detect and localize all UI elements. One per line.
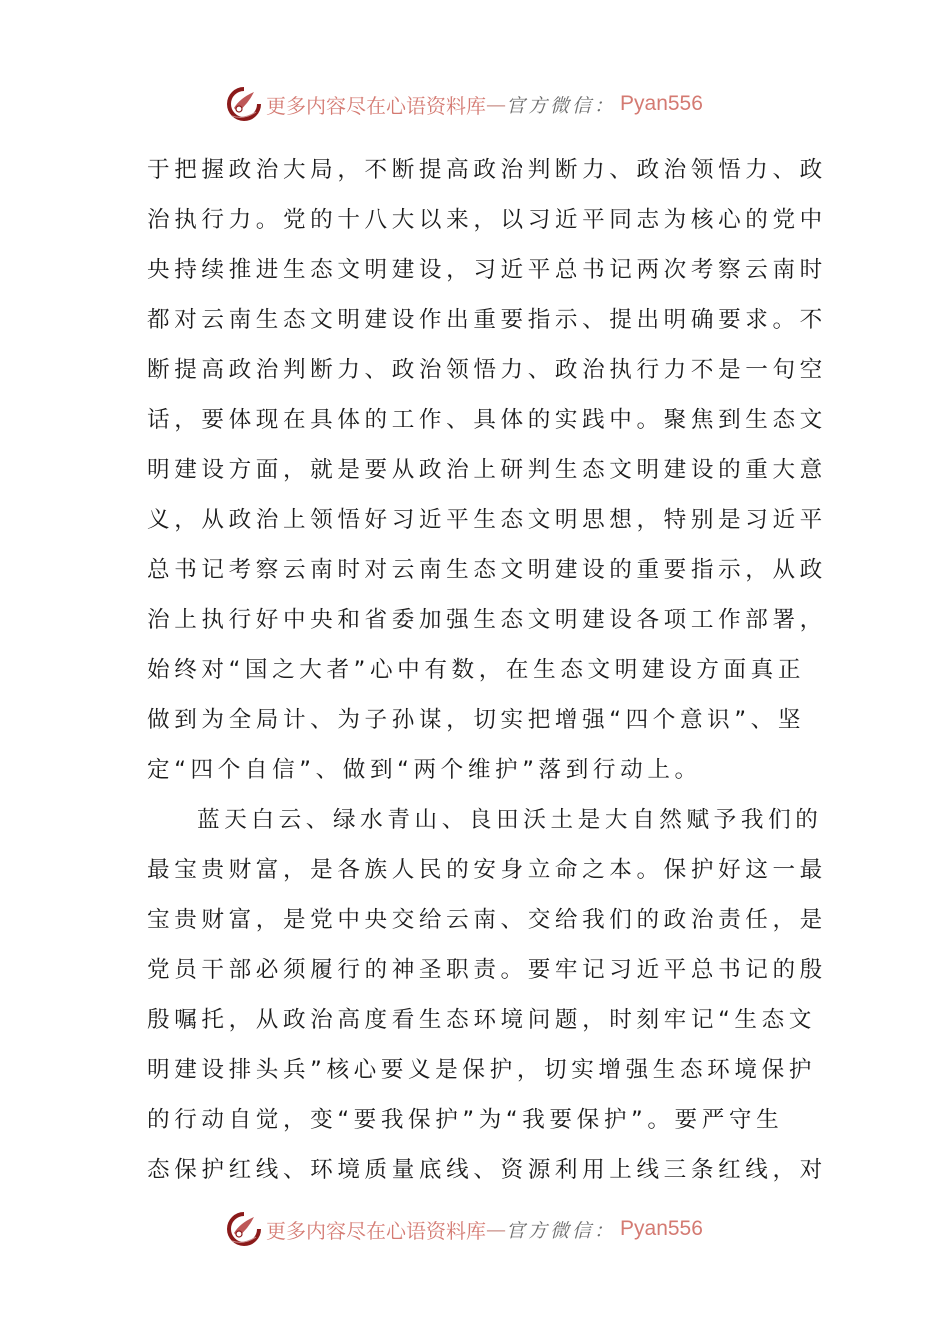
document-body [147,145,827,1195]
watermark-dash: — [486,92,506,116]
text-line: 治上执行好中央和省委加强生态文明建设各项工作部署， [147,607,827,633]
text-line: 治执行力。党的十八大以来，以习近平同志为核心的党中 [147,207,827,233]
text-line: 殷嘱托，从政治高度看生态环境问题，时刻牢记“生态文 [147,1007,816,1033]
watermark-wechat-id: Pyan556 [620,1217,703,1240]
text-line: 明建设方面，就是要从政治上研判生态文明建设的重大意 [147,457,827,483]
text-line: 断提高政治判断力、政治领悟力、政治执行力不是一句空 [147,357,827,383]
text-line: 定“四个自信”、做到“两个维护”落到行动上。 [147,757,702,783]
watermark-dash: — [486,1217,506,1241]
text-line: 于把握政治大局，不断提高政治判断力、政治领悟力、政 [147,157,827,183]
text-line: 明建设排头兵”核心要义是保护，切实增强生态环境保护 [147,1057,816,1083]
text-line: 最宝贵财富，是各族人民的安身立命之本。保护好这一最 [147,857,827,883]
watermark-main-text: 更多内容尽在心语资料库 [266,93,486,118]
text-line: 做到为全局计、为子孙谋，切实把增强“四个意识”、坚 [147,707,806,733]
text-line: 的行动自觉，变“要我保护”为“我要保护”。要严守生 [147,1107,784,1133]
watermark-wechat-label: 官方微信： [506,94,617,117]
paragraph-start-line: 蓝天白云、绿水青山、良田沃土是大自然赋予我们的 [197,807,823,833]
text-line: 总书记考察云南时对云南生态文明建设的重要指示，从政 [147,557,827,583]
footer-watermark [226,1209,703,1249]
text-line: 党员干部必须履行的神圣职责。要牢记习近平总书记的殷 [147,957,827,983]
watermark-main-text: 更多内容尽在心语资料库 [266,1218,486,1243]
header-watermark [226,84,703,124]
quill-pen-logo-icon [226,86,262,122]
text-line: 始终对“国之大者”心中有数，在生态文明建设方面真正 [147,657,806,683]
text-line: 宝贵财富，是党中央交给云南、交给我们的政治责任，是 [147,907,827,933]
text-line: 都对云南生态文明建设作出重要指示、提出明确要求。不 [147,307,827,333]
text-line: 话，要体现在具体的工作、具体的实践中。聚焦到生态文 [147,407,827,433]
quill-pen-logo-icon [226,1211,262,1247]
watermark-wechat-label: 官方微信： [506,1219,617,1242]
text-line: 义，从政治上领悟好习近平生态文明思想，特别是习近平 [147,507,827,533]
text-line: 态保护红线、环境质量底线、资源利用上线三条红线，对 [147,1157,827,1183]
text-line: 央持续推进生态文明建设，习近平总书记两次考察云南时 [147,257,827,283]
watermark-wechat-id: Pyan556 [620,92,703,115]
